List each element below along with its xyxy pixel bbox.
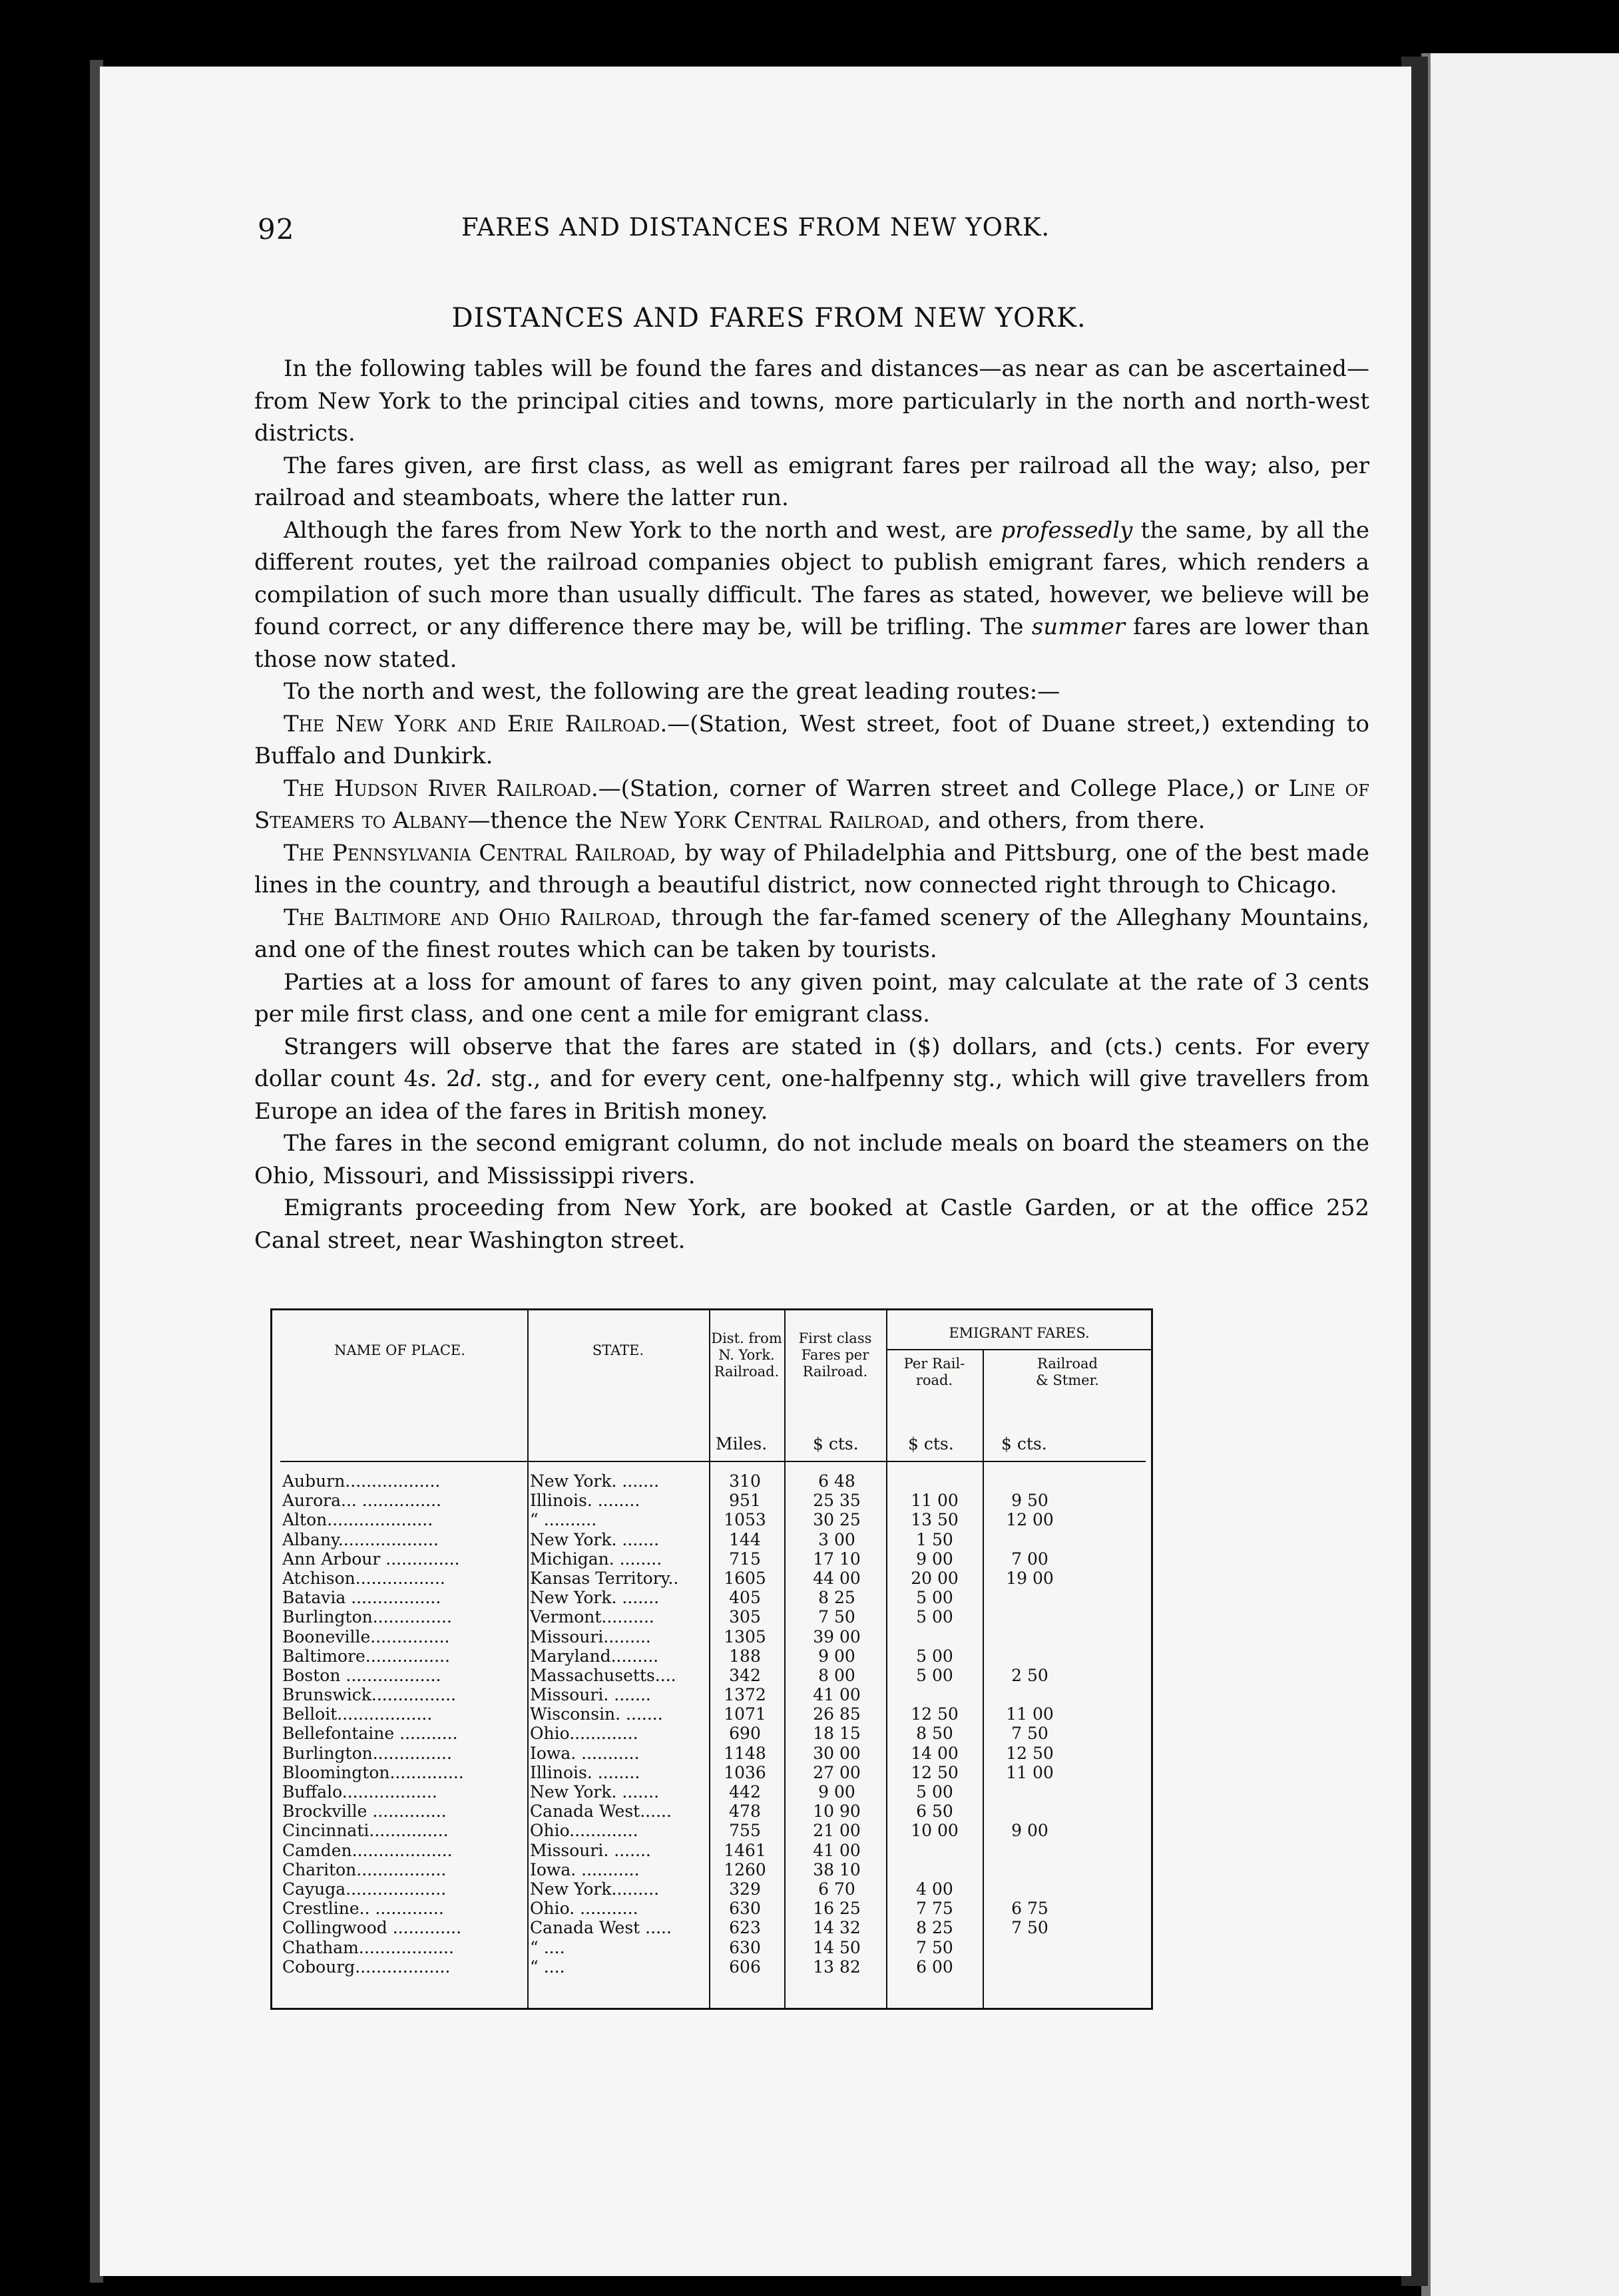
table-body bbox=[272, 1471, 1151, 1977]
cell-state: Michigan. ........ bbox=[530, 1549, 662, 1569]
cell-dist: 630 bbox=[729, 1899, 761, 1919]
cell-fc: 9 00 bbox=[818, 1782, 855, 1802]
cell-fc: 21 00 bbox=[813, 1821, 861, 1841]
cell-place: Booneville............... bbox=[282, 1626, 450, 1646]
cell-er: 8 25 bbox=[916, 1918, 953, 1938]
header-state: STATE. bbox=[592, 1342, 644, 1358]
cell-es: 11 00 bbox=[1006, 1762, 1054, 1782]
header-rule bbox=[280, 1461, 1146, 1462]
header-first-class: First class Fares per Railroad. bbox=[798, 1330, 872, 1380]
cell-state: Ohio............. bbox=[530, 1724, 638, 1744]
paragraph-booking: Emigrants proceeding from New York, are booked at Castle Garden, or at the office 252 Canal street, near Washington street. bbox=[254, 1195, 1369, 1254]
cell-place: Chariton................. bbox=[282, 1859, 447, 1879]
cell-er: 13 50 bbox=[911, 1510, 959, 1530]
table-row bbox=[272, 1666, 1151, 1685]
cell-es: 7 00 bbox=[1011, 1549, 1048, 1569]
cell-place: Baltimore................ bbox=[282, 1646, 450, 1666]
cell-er: 1 50 bbox=[916, 1529, 953, 1549]
cell-place: Camden................... bbox=[282, 1840, 453, 1860]
cell-place: Bloomington.............. bbox=[282, 1762, 464, 1782]
cell-er: 4 00 bbox=[916, 1879, 953, 1899]
cell-state: Illinois. ........ bbox=[530, 1762, 640, 1782]
cell-dist: 715 bbox=[729, 1549, 761, 1569]
paragraph-routes-note: Although the fares from New York to the north and west, are professedly the same, by all the different routes, yet the railroad companies object to publish emigrant fares, which renders a compilation of such more than usually difficult. The fares as stated, however, we believe will be found correct, or any difference there may be, will be trifling. The summer fares are lower than those now stated. bbox=[254, 516, 1370, 673]
cell-er: 9 00 bbox=[916, 1549, 953, 1569]
cell-dist: 1036 bbox=[724, 1762, 766, 1782]
unit-miles: Miles. bbox=[716, 1434, 768, 1453]
paragraph-intro: In the following tables will be found the fares and distances—as near as can be ascertained—from New York to the principal cities and towns, more particularly in the north and north-west districts. bbox=[254, 355, 1369, 447]
cell-state: Missouri. ....... bbox=[530, 1685, 651, 1705]
cell-fc: 44 00 bbox=[813, 1568, 861, 1588]
cell-dist: 1148 bbox=[724, 1743, 766, 1763]
cell-dist: 1260 bbox=[724, 1859, 766, 1879]
table-row bbox=[272, 1938, 1151, 1957]
paragraph-hudson-railroad: The Hudson River Railroad.—(Station, corner of Warren street and College Place,) or Line of Steamers to Albany—thence the New York Central Railroad, and others, from there. bbox=[254, 775, 1370, 834]
paragraph-pennsylvania-railroad: The Pennsylvania Central Railroad, by way of Philadelphia and Pittsburg, one of the best made lines in the country, and through a beautiful district, now connected right through to Chicago. bbox=[254, 839, 1369, 898]
unit-railroad-steamer: $ cts. bbox=[1001, 1434, 1047, 1453]
cell-fc: 30 25 bbox=[813, 1510, 861, 1530]
cell-dist: 1461 bbox=[724, 1840, 766, 1860]
table-row bbox=[272, 1763, 1151, 1782]
cell-dist: 1053 bbox=[724, 1510, 766, 1530]
table-row bbox=[272, 1646, 1151, 1666]
cell-er: 12 50 bbox=[911, 1704, 959, 1724]
section-title: DISTANCES AND FARES FROM NEW YORK. bbox=[451, 303, 1086, 333]
cell-state: Canada West...... bbox=[530, 1802, 672, 1821]
cell-er: 12 50 bbox=[911, 1762, 959, 1782]
cell-place: Aurora... ............... bbox=[282, 1491, 442, 1511]
cell-es: 12 00 bbox=[1006, 1510, 1054, 1530]
fares-table bbox=[270, 1308, 1153, 2010]
cell-place: Albany................... bbox=[282, 1529, 439, 1549]
paragraph-baltimore-railroad: The Baltimore and Ohio Railroad, through the far-famed scenery of the Alleghany Mountains, and one of the finest routes which can be taken by tourists. bbox=[254, 904, 1369, 963]
paragraph-erie-railroad: The New York and Erie Railroad.—(Station, West street, foot of Duane street,) extending to Buffalo and Dunkirk. bbox=[254, 710, 1369, 769]
cell-fc: 17 10 bbox=[813, 1549, 861, 1569]
table-row bbox=[272, 1491, 1151, 1510]
cell-state: Iowa. ........... bbox=[530, 1743, 640, 1763]
cell-er: 11 00 bbox=[911, 1491, 959, 1511]
cell-dist: 478 bbox=[729, 1802, 761, 1821]
table-row bbox=[272, 1704, 1151, 1724]
cell-dist: 1605 bbox=[724, 1568, 766, 1588]
cell-place: Buffalo.................. bbox=[282, 1782, 437, 1802]
cell-er: 10 00 bbox=[911, 1821, 959, 1841]
cell-er: 5 00 bbox=[916, 1588, 953, 1608]
cell-dist: 606 bbox=[729, 1957, 761, 1977]
header-emigrant-fares: EMIGRANT FARES. bbox=[949, 1325, 1090, 1341]
cell-state: New York. ....... bbox=[530, 1471, 660, 1491]
cell-place: Collingwood ............. bbox=[282, 1918, 462, 1938]
cell-dist: 1071 bbox=[724, 1704, 766, 1724]
cell-er: 7 50 bbox=[916, 1937, 953, 1957]
cell-fc: 26 85 bbox=[813, 1704, 861, 1724]
cell-er: 5 00 bbox=[916, 1607, 953, 1627]
cell-er: 6 00 bbox=[916, 1957, 953, 1977]
table-row bbox=[272, 1530, 1151, 1549]
cell-dist: 755 bbox=[729, 1821, 761, 1841]
cell-er: 5 00 bbox=[916, 1665, 953, 1685]
cell-fc: 6 70 bbox=[818, 1879, 855, 1899]
cell-place: Cincinnati............... bbox=[282, 1821, 449, 1841]
cell-dist: 305 bbox=[729, 1607, 761, 1627]
cell-state: Massachusetts.... bbox=[530, 1665, 676, 1685]
cell-state: Vermont.......... bbox=[530, 1607, 654, 1627]
paragraph-fare-rate: Parties at a loss for amount of fares to any given point, may calculate at the rate of 3 cents per mile first class, and one cent a mile for emigrant class. bbox=[254, 968, 1369, 1028]
cell-state: Iowa. ........... bbox=[530, 1859, 640, 1879]
table-row bbox=[272, 1860, 1151, 1879]
cell-place: Chatham.................. bbox=[282, 1937, 454, 1957]
cell-er: 5 00 bbox=[916, 1646, 953, 1666]
cell-fc: 30 00 bbox=[813, 1743, 861, 1763]
next-page-edge bbox=[1428, 53, 1619, 2296]
cell-fc: 13 82 bbox=[813, 1957, 861, 1977]
cell-state: Ohio. ........... bbox=[530, 1899, 638, 1919]
header-place: NAME OF PLACE. bbox=[334, 1342, 465, 1358]
cell-fc: 10 90 bbox=[813, 1802, 861, 1821]
table-row bbox=[272, 1627, 1151, 1646]
table-row bbox=[272, 1841, 1151, 1860]
cell-state: Kansas Territory.. bbox=[530, 1568, 679, 1588]
cell-dist: 1372 bbox=[724, 1685, 766, 1705]
table-row bbox=[272, 1899, 1151, 1918]
cell-place: Brunswick................ bbox=[282, 1685, 457, 1705]
paragraph-leading-routes: To the north and west, the following are the great leading routes:— bbox=[284, 678, 1060, 705]
cell-state: New York. ....... bbox=[530, 1588, 660, 1608]
cell-dist: 144 bbox=[729, 1529, 761, 1549]
cell-dist: 1305 bbox=[724, 1626, 766, 1646]
cell-fc: 14 32 bbox=[813, 1918, 861, 1938]
cell-state: New York......... bbox=[530, 1879, 660, 1899]
cell-es: 12 50 bbox=[1006, 1743, 1054, 1763]
cell-er: 20 00 bbox=[911, 1568, 959, 1588]
cell-fc: 41 00 bbox=[813, 1685, 861, 1705]
page-number: 92 bbox=[258, 213, 295, 246]
table-row bbox=[272, 1607, 1151, 1626]
cell-place: Crestline.. ............. bbox=[282, 1899, 444, 1919]
cell-es: 6 75 bbox=[1011, 1899, 1048, 1919]
paragraph-fares-given: The fares given, are first class, as well as emigrant fares per railroad all the way; also, per railroad and steamboats, where the latter run. bbox=[254, 452, 1369, 511]
table-row bbox=[272, 1471, 1151, 1491]
cell-dist: 951 bbox=[729, 1491, 761, 1511]
paragraph-meals-note: The fares in the second emigrant column, do not include meals on board the steamers on the Ohio, Missouri, and Mississippi rivers. bbox=[254, 1130, 1369, 1189]
cell-place: Batavia ................. bbox=[282, 1588, 441, 1608]
cell-place: Cobourg.................. bbox=[282, 1957, 451, 1977]
table-row bbox=[272, 1957, 1151, 1977]
cell-place: Atchison................. bbox=[282, 1568, 445, 1588]
cell-fc: 25 35 bbox=[813, 1491, 861, 1511]
cell-es: 11 00 bbox=[1006, 1704, 1054, 1724]
cell-er: 14 00 bbox=[911, 1743, 959, 1763]
cell-dist: 329 bbox=[729, 1879, 761, 1899]
cell-place: Alton.................... bbox=[282, 1510, 433, 1530]
cell-fc: 41 00 bbox=[813, 1840, 861, 1860]
cell-state: New York. ....... bbox=[530, 1529, 660, 1549]
cell-fc: 7 50 bbox=[818, 1607, 855, 1627]
table-row bbox=[272, 1879, 1151, 1899]
cell-place: Bellefontaine ........... bbox=[282, 1724, 458, 1744]
cell-place: Ann Arbour .............. bbox=[282, 1549, 460, 1569]
running-title: FARES AND DISTANCES FROM NEW YORK. bbox=[461, 213, 1050, 242]
cell-dist: 623 bbox=[729, 1918, 761, 1938]
cell-state: Missouri. ....... bbox=[530, 1840, 651, 1860]
cell-state: Canada West ..... bbox=[530, 1918, 672, 1938]
cell-er: 8 50 bbox=[916, 1724, 953, 1744]
cell-state: “ .......... bbox=[530, 1510, 597, 1530]
cell-state: Missouri......... bbox=[530, 1626, 651, 1646]
table-row bbox=[272, 1724, 1151, 1743]
cell-es: 9 50 bbox=[1011, 1491, 1048, 1511]
cell-fc: 39 00 bbox=[813, 1626, 861, 1646]
cell-fc: 16 25 bbox=[813, 1899, 861, 1919]
table-row bbox=[272, 1744, 1151, 1763]
cell-state: “ .... bbox=[530, 1937, 565, 1957]
table-row bbox=[272, 1821, 1151, 1840]
cell-place: Brockville .............. bbox=[282, 1802, 447, 1821]
cell-fc: 8 25 bbox=[818, 1588, 855, 1608]
cell-state: New York. ....... bbox=[530, 1782, 660, 1802]
table-row bbox=[272, 1685, 1151, 1704]
cell-state: Ohio............. bbox=[530, 1821, 638, 1841]
cell-dist: 310 bbox=[729, 1471, 761, 1491]
cell-dist: 405 bbox=[729, 1588, 761, 1608]
cell-state: Maryland......... bbox=[530, 1646, 659, 1666]
table-row bbox=[272, 1510, 1151, 1529]
cell-state: Wisconsin. ....... bbox=[530, 1704, 663, 1724]
cell-er: 7 75 bbox=[916, 1899, 953, 1919]
table-row bbox=[272, 1549, 1151, 1569]
cell-fc: 18 15 bbox=[813, 1724, 861, 1744]
cell-place: Burlington............... bbox=[282, 1743, 452, 1763]
unit-first-class: $ cts. bbox=[813, 1434, 859, 1453]
table-row bbox=[272, 1802, 1151, 1821]
cell-fc: 38 10 bbox=[813, 1859, 861, 1879]
cell-dist: 690 bbox=[729, 1724, 761, 1744]
cell-fc: 14 50 bbox=[813, 1937, 861, 1957]
table-row bbox=[272, 1918, 1151, 1937]
cell-fc: 8 00 bbox=[818, 1665, 855, 1685]
cell-es: 9 00 bbox=[1011, 1821, 1048, 1841]
cell-place: Cayuga................... bbox=[282, 1879, 447, 1899]
header-railroad-steamer: Railroad & Stmer. bbox=[1036, 1356, 1099, 1388]
cell-place: Burlington............... bbox=[282, 1607, 452, 1627]
table-row bbox=[272, 1782, 1151, 1802]
cell-state: Illinois. ........ bbox=[530, 1491, 640, 1511]
paragraph-currency: Strangers will observe that the fares are stated in ($) dollars, and (cts.) cents. For every dollar count 4s. 2d. stg., and for every cent, one-halfpenny stg., which will give travellers from Europe an idea of the fares in British money. bbox=[254, 1033, 1369, 1125]
cell-es: 7 50 bbox=[1011, 1724, 1048, 1744]
table-row bbox=[272, 1588, 1151, 1607]
emigrant-header-rule bbox=[886, 1349, 1152, 1350]
cell-es: 7 50 bbox=[1011, 1918, 1048, 1938]
body-text bbox=[254, 353, 1369, 1256]
header-per-railroad: Per Rail- road. bbox=[903, 1356, 965, 1388]
cell-es: 19 00 bbox=[1006, 1568, 1054, 1588]
header-distance: Dist. from N. York. Railroad. bbox=[711, 1330, 782, 1380]
cell-fc: 3 00 bbox=[818, 1529, 855, 1549]
cell-place: Auburn.................. bbox=[282, 1471, 441, 1491]
cell-place: Belloit.................. bbox=[282, 1704, 433, 1724]
cell-fc: 27 00 bbox=[813, 1762, 861, 1782]
cell-er: 6 50 bbox=[916, 1802, 953, 1821]
cell-dist: 342 bbox=[729, 1665, 761, 1685]
cell-state: “ .... bbox=[530, 1957, 565, 1977]
cell-fc: 6 48 bbox=[818, 1471, 855, 1491]
cell-es: 2 50 bbox=[1011, 1665, 1048, 1685]
table-row bbox=[272, 1569, 1151, 1588]
cell-er: 5 00 bbox=[916, 1782, 953, 1802]
unit-per-railroad: $ cts. bbox=[908, 1434, 954, 1453]
cell-fc: 9 00 bbox=[818, 1646, 855, 1666]
cell-dist: 630 bbox=[729, 1937, 761, 1957]
cell-dist: 188 bbox=[729, 1646, 761, 1666]
cell-place: Boston .................. bbox=[282, 1665, 441, 1685]
cell-dist: 442 bbox=[729, 1782, 761, 1802]
